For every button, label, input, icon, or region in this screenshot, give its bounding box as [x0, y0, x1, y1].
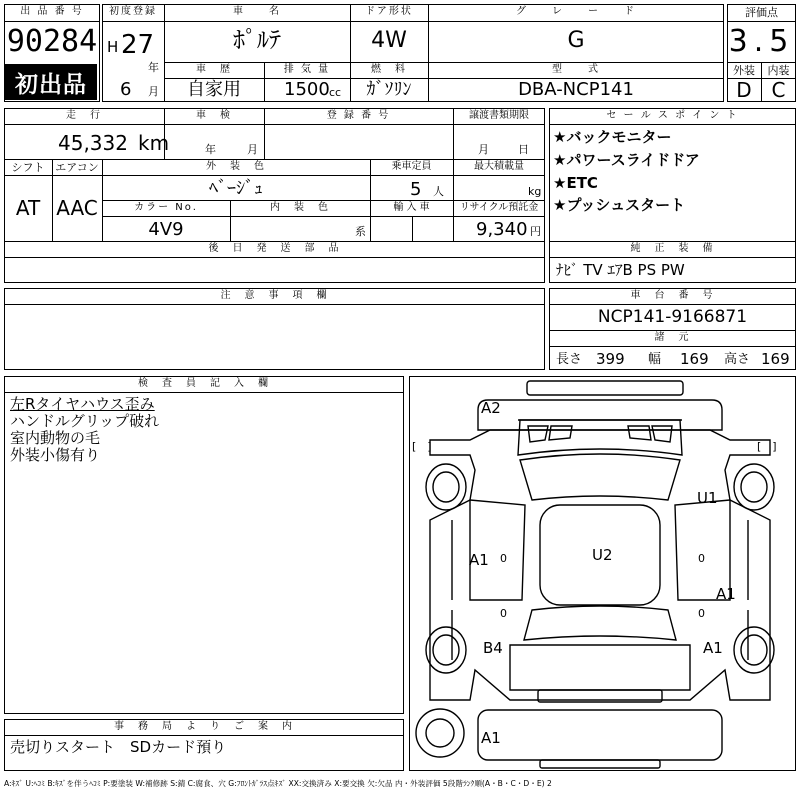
lot-number-label: 出 品 番 号 [20, 6, 84, 17]
mark-rear-bumper: A1 [481, 729, 501, 747]
wheel-rear-left [426, 627, 466, 673]
width-label: 幅 [648, 352, 662, 367]
dims-label: 諸 元 [654, 332, 691, 343]
mark-front-right-fender: U1 [697, 489, 718, 507]
inspector-note: 室内動物の毛 [10, 429, 101, 447]
width: 169 [680, 350, 709, 368]
inspection-month-unit: 月 [247, 143, 258, 156]
recycle-unit: 円 [530, 225, 541, 238]
exterior-label: 外装 [733, 64, 755, 77]
wheel-rear-right [734, 627, 774, 673]
rear-bumper-outline [478, 710, 722, 760]
wheel-front-left [426, 464, 466, 510]
equipment-list: ﾅﾋﾞ TV ｴｱB PS PW [556, 261, 685, 279]
sales-point-item: ★パワースライドドア [553, 151, 700, 169]
chassis-label: 車 台 番 号 [630, 290, 715, 301]
fuel-label: 燃 料 [371, 64, 407, 75]
score-label: 評価点 [745, 6, 778, 19]
color-no: 4V9 [148, 219, 184, 240]
color-no-label: カラー No. [134, 202, 198, 213]
displacement-label: 排 気 量 [283, 64, 331, 75]
spare-tire [416, 709, 464, 757]
rear-glass [524, 606, 676, 640]
transfer-month-unit: 月 [478, 143, 489, 156]
mark-right-rear-door: A1 [716, 585, 736, 603]
recycle-label: リサイクル預託金 [459, 202, 539, 213]
history: 自家用 [187, 79, 241, 100]
wheel-front-right [734, 464, 774, 510]
ext-color: ﾍﾞｰｼﾞｭ [209, 178, 263, 199]
mark-zero: 0 [698, 552, 705, 565]
equipment-label: 純 正 装 備 [630, 243, 715, 254]
capacity-unit: 人 [433, 185, 444, 198]
sales-points-label: セ ー ル ス ポ イ ン ト [606, 110, 739, 121]
max-load-unit: kg [528, 185, 542, 198]
chassis-number: NCP141-9166871 [597, 307, 748, 327]
shift-label: シフト [11, 161, 45, 174]
capacity-label: 乗車定員 [391, 161, 432, 172]
max-load-label: 最大積載量 [474, 161, 524, 172]
mark-left-rear-quarter: B4 [483, 639, 503, 657]
car-name: ﾎﾟﾙﾃ [233, 26, 281, 54]
reg-year: 27 [121, 30, 155, 60]
grade: G [567, 28, 585, 53]
reg-year-unit: 年 [148, 61, 159, 74]
length: 399 [596, 350, 625, 368]
mileage: 45,332 [58, 131, 128, 155]
model-label: 型 式 [552, 64, 600, 75]
score: 3.5 [728, 24, 795, 59]
mark-zero: 0 [500, 552, 507, 565]
exterior-grade: D [736, 78, 752, 102]
fuel: ｶﾞｿﾘﾝ [366, 79, 412, 100]
ac: AAC [56, 196, 98, 220]
height-label: 高さ [724, 352, 751, 367]
door-label: ドア形状 [365, 6, 413, 17]
sales-point-item: ★ETC [553, 174, 598, 192]
hood-outline [518, 420, 682, 455]
legend-footer: A:ｷｽﾞ U:ﾍｺﾐ B:ｷｽﾞを伴うﾍｺﾐ P:要塗装 W:補修跡 S:錆 C:腐食、穴 G:ﾌﾛﾝﾄｶﾞﾗｽ点ｷｽﾞ XX:交換済み X:要交換 欠:欠品 内・外装評価 5段階ﾗﾝｸ順(A・B・C・D・E) 2 [4, 779, 552, 788]
height: 169 [761, 350, 790, 368]
first-reg-label: 初度登録 [109, 6, 157, 17]
length-label: 長さ [556, 352, 583, 367]
office-label: 事 務 局 よ り ご 案 内 [114, 721, 294, 732]
mark-roof: U2 [592, 546, 613, 564]
transfer-day-unit: 日 [518, 143, 529, 156]
reg-number-label: 登 録 番 号 [326, 110, 391, 121]
inspection-year-unit: 年 [205, 143, 216, 156]
later-parts-label: 後 日 発 送 部 品 [208, 243, 341, 254]
interior-grade: C [771, 78, 786, 102]
bracket-right: [ ] [757, 440, 777, 453]
displacement-unit: cc [329, 86, 342, 99]
mark-zero: 0 [500, 607, 507, 620]
mark-zero: 0 [698, 607, 705, 620]
transfer-docs-label: 譲渡書類期限 [469, 110, 529, 121]
shift: AT [15, 196, 41, 220]
bracket-left: [ ] [412, 440, 432, 453]
notes-label: 注 意 事 項 欄 [220, 290, 329, 301]
int-color-label: 内 装 色 [270, 202, 330, 213]
grade-label: グ レ ー ド [516, 6, 636, 17]
door: 4W [371, 28, 407, 53]
windshield [520, 454, 680, 500]
mark-front-bumper: A2 [481, 399, 501, 417]
interior-label: 内装 [767, 64, 790, 77]
int-color-unit: 系 [355, 225, 366, 238]
import-label: 輸 入 車 [393, 202, 430, 213]
sales-point-item: ★プッシュスタート [553, 196, 686, 214]
inspector-note: 左Rタイヤハウス歪み [10, 395, 155, 413]
inspector-label: 検 査 員 記 入 欄 [138, 378, 270, 389]
ac-label: エアコン [55, 161, 99, 174]
displacement: 1500 [284, 79, 330, 100]
lot-number: 90284 [6, 24, 98, 59]
ext-color-label: 外 装 色 [206, 161, 266, 172]
inspector-note: ハンドルグリップ破れ [10, 412, 160, 430]
history-label: 車 歴 [196, 64, 232, 75]
inspection-label: 車 検 [196, 110, 232, 121]
era: H [107, 38, 119, 56]
reg-month-unit: 月 [148, 85, 159, 98]
recycle-deposit: 9,340 [476, 219, 528, 240]
sales-point-item: ★バックモニター [553, 128, 672, 146]
first-listing-badge: 初出品 [5, 64, 97, 100]
inspector-note: 外装小傷有り [10, 446, 101, 464]
model: DBA-NCP141 [518, 79, 634, 100]
mark-right-rear-quarter: A1 [703, 639, 723, 657]
mark-left-front-door: A1 [469, 551, 489, 569]
capacity: 5 [410, 179, 422, 200]
reg-month: 6 [120, 79, 132, 100]
mileage-label: 走 行 [66, 110, 102, 121]
front-bumper-outline [527, 381, 683, 395]
car-name-label: 車 名 [233, 6, 281, 17]
mileage-unit: km [138, 131, 170, 155]
office-note: 売切りスタート SDカード預り [10, 738, 227, 756]
